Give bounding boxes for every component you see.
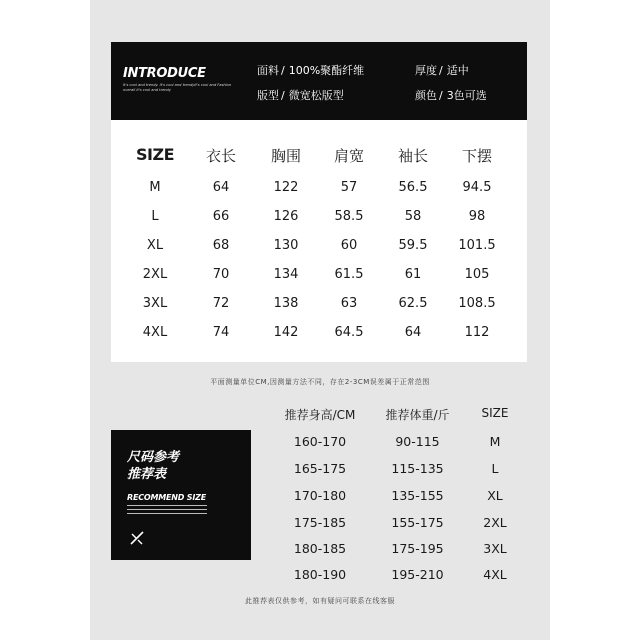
table-cell: L: [151, 209, 159, 224]
table-cell: 61: [404, 267, 422, 282]
table-cell: 165-175: [293, 461, 347, 476]
table-cell: 62.5: [398, 296, 428, 311]
table-cell: 105: [464, 267, 490, 282]
intro-title: INTRODUCE: [123, 66, 206, 81]
table-cell: 68: [212, 238, 230, 253]
rec-header-weight: 推荐体重/斤: [385, 408, 450, 422]
col-header-size: SIZE: [135, 145, 174, 164]
table-cell: 135-155: [391, 488, 444, 503]
col-header-shoulder: 肩宽: [333, 147, 364, 165]
table-cell: 64: [212, 180, 230, 195]
table-cell: 2XL: [142, 267, 168, 282]
recommend-note: 此推荐表仅供参考，如有疑问可联系在线客服: [245, 597, 395, 605]
spec-sep: /: [439, 89, 443, 102]
table-cell: M: [149, 180, 161, 195]
table-cell: 115-135: [391, 461, 444, 476]
recommend-title-line1: 尺码参考: [127, 450, 180, 465]
table-cell: 126: [273, 209, 299, 224]
table-cell: 90-115: [395, 434, 440, 449]
table-cell: 122: [273, 180, 299, 195]
table-cell: 66: [212, 209, 230, 224]
recommend-title-line2: 推荐表: [127, 467, 167, 482]
intro-banner: [111, 42, 527, 120]
table-cell: 170-180: [293, 488, 347, 503]
table-cell: 175-195: [391, 541, 444, 556]
size-table: [111, 120, 527, 362]
table-cell: 2XL: [483, 515, 507, 530]
decorative-lines: [127, 505, 207, 517]
table-cell: 4XL: [483, 567, 507, 582]
pencil-cross-icon: [129, 530, 145, 546]
table-cell: 134: [273, 267, 299, 282]
table-cell: 98: [468, 209, 486, 224]
spec-key: 面料: [257, 64, 279, 77]
spec-sep: /: [439, 64, 443, 77]
col-header-length: 衣长: [205, 147, 236, 165]
table-cell: 3XL: [483, 541, 507, 556]
table-cell: 74: [212, 325, 230, 340]
col-header-sleeve: 袖长: [397, 147, 428, 165]
table-cell: 57: [340, 180, 358, 195]
table-cell: 64.5: [334, 325, 364, 340]
spec-key: 厚度: [415, 64, 437, 77]
recommend-title-en: RECOMMEND SIZE: [127, 493, 207, 502]
table-cell: 160-170: [293, 434, 347, 449]
table-cell: 155-175: [391, 515, 444, 530]
spec-fabric: [257, 62, 364, 78]
spec-value: 适中: [446, 64, 469, 77]
table-cell: 112: [464, 325, 490, 340]
intro-subtitle: It's cool and trendy. It's cool and trendyIt's cool and Fashion overall it's cool and trendy: [123, 83, 232, 92]
table-cell: 60: [340, 238, 358, 253]
table-cell: 61.5: [334, 267, 364, 282]
spec-fit: [257, 87, 344, 103]
col-header-chest: 胸围: [270, 147, 301, 165]
spec-color: [415, 87, 487, 103]
table-cell: XL: [146, 238, 164, 253]
table-cell: 108.5: [458, 296, 496, 311]
table-cell: 180-190: [293, 567, 347, 582]
spec-value: 微宽松版型: [288, 89, 344, 102]
table-cell: 138: [273, 296, 299, 311]
table-cell: 3XL: [142, 296, 168, 311]
table-cell: 58.5: [334, 209, 364, 224]
table-cell: 64: [404, 325, 422, 340]
spec-value: 100%聚酯纤维: [288, 64, 365, 77]
table-cell: XL: [487, 488, 503, 503]
table-cell: 58: [404, 209, 422, 224]
col-header-hem: 下摆: [461, 147, 492, 165]
table-cell: 70: [212, 267, 230, 282]
table-cell: 56.5: [398, 180, 428, 195]
spec-sep: /: [281, 64, 285, 77]
recommend-banner: [111, 430, 251, 560]
table-cell: 94.5: [462, 180, 492, 195]
table-cell: 101.5: [458, 238, 496, 253]
table-cell: 4XL: [142, 325, 168, 340]
table-cell: M: [489, 434, 501, 449]
spec-thickness: [415, 62, 469, 78]
table-cell: 59.5: [398, 238, 428, 253]
table-cell: 63: [340, 296, 358, 311]
spec-value: 3色可选: [446, 89, 487, 102]
spec-sep: /: [281, 89, 285, 102]
table-cell: 130: [273, 238, 299, 253]
table-cell: 142: [273, 325, 299, 340]
spec-key: 颜色: [415, 89, 437, 102]
rec-header-height: 推荐身高/CM: [284, 408, 356, 422]
table-cell: L: [491, 461, 499, 476]
table-cell: 175-185: [293, 515, 347, 530]
spec-key: 版型: [257, 89, 279, 102]
table-cell: 72: [212, 296, 230, 311]
table-cell: 195-210: [391, 567, 444, 582]
table-cell: 180-185: [293, 541, 347, 556]
measurement-note: 平面测量单位CM,因测量方法不同，存在2-3CM误差属于正常范围: [210, 378, 430, 386]
rec-header-size: SIZE: [481, 406, 509, 420]
